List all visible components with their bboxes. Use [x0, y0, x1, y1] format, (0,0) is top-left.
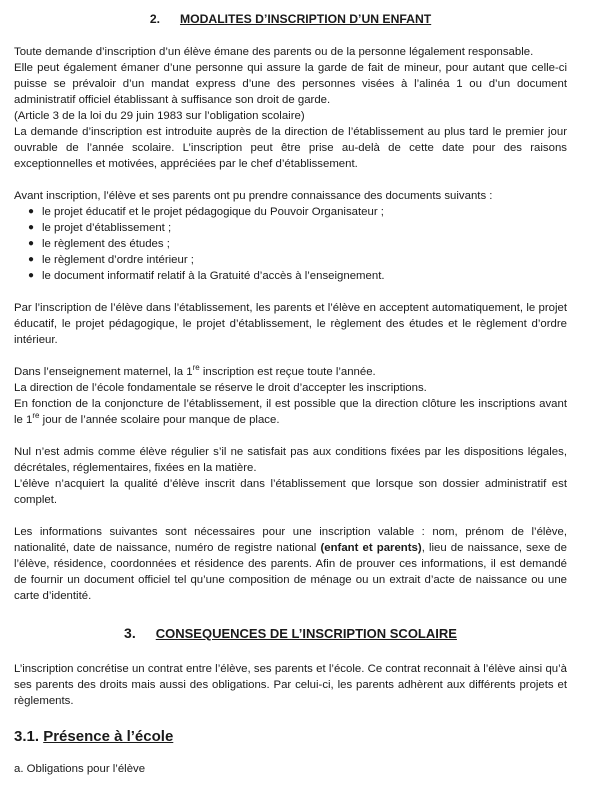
- paragraph-line: Elle peut également émaner d’une personne qui assure la garde de fait de mineur, pour autant que celle-ci puisse se prévaloir d’un mandat express d’une des personnes visées à l’alinéa 1 ou d’un document administratif officiel établissant à suffisance son droit de garde.: [14, 62, 567, 106]
- regular-student-paragraph: [14, 444, 567, 508]
- section-3-heading: [14, 624, 567, 643]
- text-run: inscription est reçue toute l’année.: [199, 366, 376, 378]
- obligations-label: a. Obligations pour l’élève: [14, 763, 146, 775]
- section-3-number: 3.: [124, 625, 136, 641]
- list-item: [28, 204, 567, 220]
- paragraph-line: [14, 396, 567, 428]
- list-item-text: le projet éducatif et le projet pédagogique du Pouvoir Organisateur ;: [42, 206, 384, 218]
- paragraph-line: [14, 364, 567, 380]
- bullet-icon: ●: [28, 206, 35, 217]
- bold-text: (enfant et parents): [320, 542, 422, 554]
- section-2-number: 2.: [149, 12, 160, 26]
- text-run: Dans l’enseignement maternel, la 1: [14, 366, 193, 378]
- text-run: En fonction de la conjoncture de l’établissement, il est possible que la direction clôture les inscriptions avant le 1: [14, 398, 567, 426]
- required-info-paragraph: [14, 524, 567, 604]
- paragraph-line: Nul n’est admis comme élève régulier s’il ne satisfait pas aux conditions fixées par les dispositions légales, décrétales, réglementaires, fixées en la matière.: [14, 446, 567, 474]
- documents-list: [14, 204, 567, 284]
- list-item: [28, 252, 567, 268]
- list-item: [28, 220, 567, 236]
- paragraph-line: La demande d’inscription est introduite auprès de la direction de l’établissement au plus tard le premier jour ouvrable de l’année scolaire. L’inscription peut être prise au-delà de cette date pour des raisons exceptionnelles et motivées, appréciées par le chef d’établissement.: [14, 126, 567, 170]
- superscript: re: [32, 411, 40, 421]
- section-2-title: MODALITES D’INSCRIPTION D’UN ENFANT: [179, 12, 432, 26]
- text-run: , lieu de naissance, sexe de l’élève, résidence, coordonnées et résidence des parents. Afin de prouver ces informations, il est demandé de fournir un document officiel tel qu’une composition de ménage ou un extrait d’acte de naissance ou une carte d’identité.: [14, 542, 567, 602]
- list-item: [28, 236, 567, 252]
- section-3-title: CONSEQUENCES DE L’INSCRIPTION SCOLAIRE: [155, 626, 457, 641]
- list-item-text: le règlement des études ;: [42, 238, 170, 250]
- list-item-text: le document informatif relatif à la Gratuité d’accès à l’enseignement.: [42, 270, 385, 282]
- subsection-number: 3.1.: [14, 728, 40, 745]
- list-item-text: le projet d’établissement ;: [42, 222, 172, 234]
- bullet-icon: ●: [28, 238, 35, 249]
- bullet-icon: ●: [28, 270, 35, 281]
- text-run: Les informations suivantes sont nécessaires pour une inscription valable : nom, prénom de l’élève, nationalité, date de naissance, numéro de registre national: [14, 526, 567, 554]
- bullet-icon: ●: [28, 222, 35, 233]
- maternel-paragraph: [14, 364, 567, 428]
- list-item-text: le règlement d’ordre intérieur ;: [42, 254, 194, 266]
- text-run: jour de l’année scolaire pour manque de place.: [39, 414, 280, 426]
- bullet-icon: ●: [28, 254, 35, 265]
- acceptance-paragraph: Par l’inscription de l’élève dans l’établissement, les parents et l’élève en acceptent automatiquement, le projet éducatif, le projet pédagogique, le projet d’établissement, le règlement des études et le règlement d’ordre intérieur.: [14, 302, 567, 346]
- list-item: [28, 268, 567, 284]
- contract-paragraph: L’inscription concrétise un contrat entre l’élève, ses parents et l’école. Ce contrat reconnait à l’élève ainsi qu’à ses parents des droits mais aussi des obligations. Par celui-ci, les parents adhèrent aux différents projets et règlements.: [14, 663, 567, 707]
- paragraph-line: Toute demande d’inscription d’un élève émane des parents ou de la personne légalement responsable.: [14, 46, 534, 58]
- enrollment-request-paragraph: [14, 44, 567, 172]
- subsection-title: Présence à l’école: [43, 728, 174, 745]
- paragraph-line: La direction de l’école fondamentale se réserve le droit d’accepter les inscriptions.: [14, 382, 427, 394]
- subsection-3-1-heading: [14, 727, 567, 747]
- paragraph-line: L’élève n’acquiert la qualité d’élève inscrit dans l’établissement que lorsque son dossier administratif est complet.: [14, 478, 567, 506]
- legal-reference: (Article 3 de la loi du 29 juin 1983 sur l’obligation scolaire): [14, 110, 305, 122]
- documents-intro: Avant inscription, l’élève et ses parents ont pu prendre connaissance des documents suivants :: [14, 190, 493, 202]
- section-2-heading: [14, 10, 567, 28]
- superscript: re: [192, 363, 200, 373]
